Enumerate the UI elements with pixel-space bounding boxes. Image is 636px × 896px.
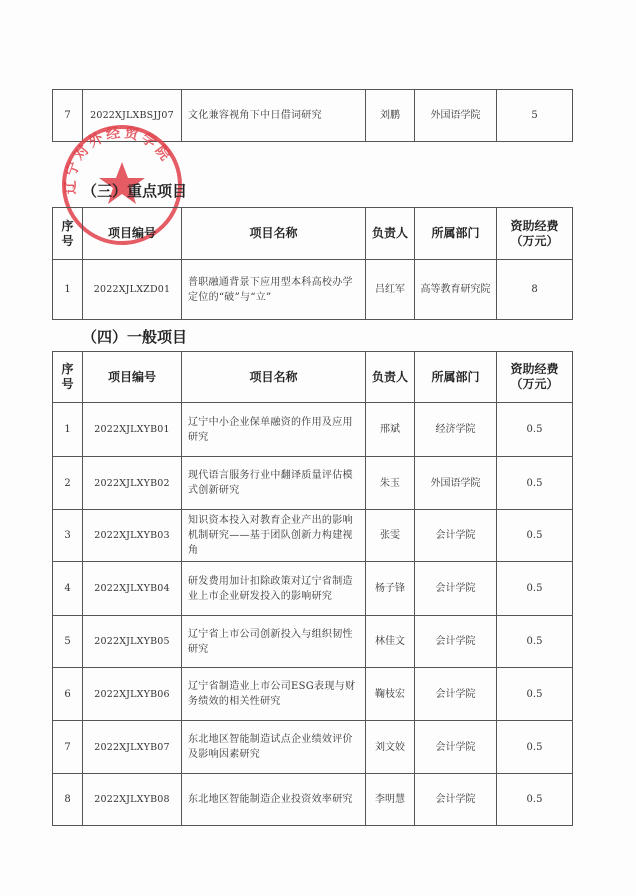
project-code: 2022XJLXYB06	[83, 668, 182, 721]
header-name: 项目名称	[182, 208, 366, 260]
svg-text:辽宁对外经贸学院: 辽宁对外经贸学院	[62, 124, 175, 195]
project-code: 2022XJLXYB02	[83, 457, 182, 510]
department: 会计学院	[415, 562, 497, 616]
table-row	[53, 457, 573, 510]
row-number: 6	[53, 668, 83, 721]
header-fund: 资助经费（万元）	[497, 208, 573, 260]
department: 外国语学院	[415, 90, 497, 142]
project-leader: 刘鹏	[366, 90, 415, 142]
funding-amount: 0.5	[497, 403, 573, 457]
project-leader: 刘文姣	[366, 721, 415, 774]
department: 外国语学院	[415, 457, 497, 510]
key-projects-table	[52, 207, 573, 320]
row-number: 2	[53, 457, 83, 510]
row-number: 7	[53, 721, 83, 774]
funding-amount: 0.5	[497, 774, 573, 826]
project-name: 知识资本投入对教育企业产出的影响机制研究——基于团队创新力构建视角	[182, 510, 366, 562]
header-no: 序号	[53, 208, 83, 260]
project-name: 东北地区智能制造企业投资效率研究	[182, 774, 366, 826]
project-leader: 朱玉	[366, 457, 415, 510]
project-leader: 张雯	[366, 510, 415, 562]
project-code: 2022XJLXYB08	[83, 774, 182, 826]
header-leader: 负责人	[366, 208, 415, 260]
table-row	[53, 562, 573, 616]
table-row	[53, 721, 573, 774]
header-code: 项目编号	[83, 352, 182, 403]
row-number: 1	[53, 403, 83, 457]
header-no: 序号	[53, 352, 83, 403]
row-number: 7	[53, 90, 83, 142]
project-name: 东北地区智能制造试点企业绩效评价及影响因素研究	[182, 721, 366, 774]
header-dept: 所属部门	[415, 352, 497, 403]
department: 经济学院	[415, 403, 497, 457]
project-name: 现代语言服务行业中翻译质量评估模式创新研究	[182, 457, 366, 510]
department: 会计学院	[415, 774, 497, 826]
general-projects-table	[52, 351, 573, 826]
department: 会计学院	[415, 510, 497, 562]
row-number: 8	[53, 774, 83, 826]
funding-amount: 0.5	[497, 721, 573, 774]
header-leader: 负责人	[366, 352, 415, 403]
row-number: 4	[53, 562, 83, 616]
project-code: 2022XJLXYB01	[83, 403, 182, 457]
project-leader: 鞠枝宏	[366, 668, 415, 721]
project-code: 2022XJLXBSJJ07	[83, 90, 182, 142]
project-code: 2022XJLXYB05	[83, 616, 182, 668]
department: 会计学院	[415, 668, 497, 721]
table-row	[53, 668, 573, 721]
row-number: 3	[53, 510, 83, 562]
table-row	[53, 403, 573, 457]
project-name: 辽宁省上市公司创新投入与组织韧性研究	[182, 616, 366, 668]
header-dept: 所属部门	[415, 208, 497, 260]
table-row	[53, 774, 573, 826]
header-fund: 资助经费（万元）	[497, 352, 573, 403]
header-code: 项目编号	[83, 208, 182, 260]
project-code: 2022XJLXYB07	[83, 721, 182, 774]
project-name: 普职融通背景下应用型本科高校办学定位的“破”与“立”	[182, 260, 366, 320]
funding-amount: 0.5	[497, 668, 573, 721]
project-name: 辽宁省制造业上市公司ESG表现与财务绩效的相关性研究	[182, 668, 366, 721]
department: 会计学院	[415, 721, 497, 774]
project-code: 2022XJLXYB04	[83, 562, 182, 616]
department: 会计学院	[415, 616, 497, 668]
project-name: 研发费用加计扣除政策对辽宁省制造业上市企业研发投入的影响研究	[182, 562, 366, 616]
funding-amount: 0.5	[497, 562, 573, 616]
project-code: 2022XJLXYB03	[83, 510, 182, 562]
project-name: 文化兼容视角下中日借词研究	[182, 90, 366, 142]
project-leader: 邢斌	[366, 403, 415, 457]
funding-amount: 0.5	[497, 457, 573, 510]
table-row	[53, 260, 573, 320]
row-number: 1	[53, 260, 83, 320]
table-row	[53, 510, 573, 562]
project-code: 2022XJLXZD01	[83, 260, 182, 320]
project-leader: 李明慧	[366, 774, 415, 826]
table-row	[53, 616, 573, 668]
header-name: 项目名称	[182, 352, 366, 403]
project-leader: 杨子锋	[366, 562, 415, 616]
project-leader: 吕红军	[366, 260, 415, 320]
section-title-key-projects: （三）重点项目	[82, 182, 188, 200]
funding-amount: 0.5	[497, 616, 573, 668]
row-number: 5	[53, 616, 83, 668]
project-leader: 林佳文	[366, 616, 415, 668]
department: 高等教育研究院	[415, 260, 497, 320]
project-name: 辽宁中小企业保单融资的作用及应用研究	[182, 403, 366, 457]
funding-amount: 5	[497, 90, 573, 142]
section-title-general-projects: （四）一般项目	[82, 328, 188, 346]
funding-amount: 0.5	[497, 510, 573, 562]
funding-amount: 8	[497, 260, 573, 320]
